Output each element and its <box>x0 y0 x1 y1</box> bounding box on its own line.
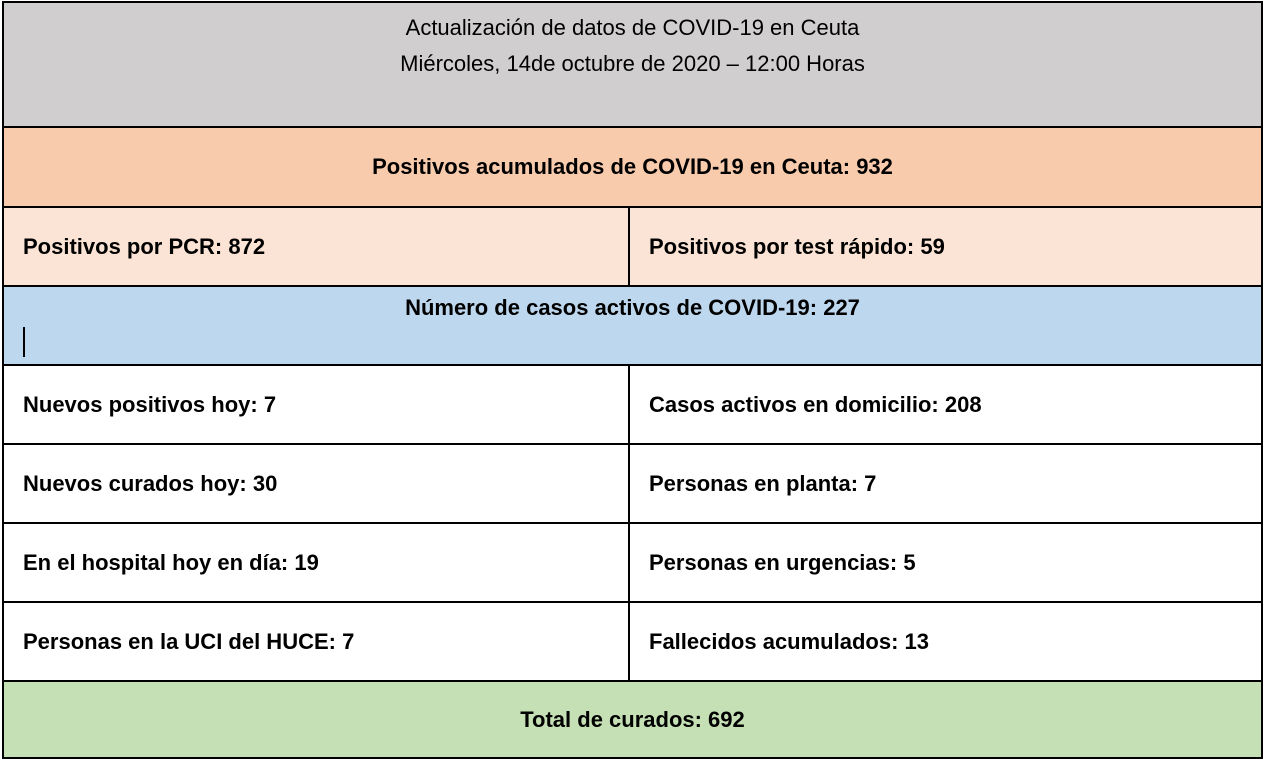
pcr-positives: Positivos por PCR: 872 <box>4 208 630 285</box>
emergency-patients: Personas en urgencias: 5 <box>649 549 916 575</box>
active-home-cases: Casos activos en domicilio: 208 <box>649 391 982 417</box>
table-row <box>4 603 1261 682</box>
table-row <box>4 524 1261 603</box>
new-positives-today: Nuevos positivos hoy: 7 <box>4 366 630 443</box>
icu-patients: Personas en la UCI del HUCE: 7 <box>4 603 630 680</box>
report-title: Actualización de datos de COVID-19 en Ceuta <box>405 15 860 40</box>
report-date: Miércoles, 14de octubre de 2020 – 12:00 Horas <box>400 51 865 76</box>
active-cases-row[interactable] <box>4 287 1261 366</box>
total-cured-row <box>4 682 1261 757</box>
header-row <box>4 3 1261 128</box>
ward-patients: Personas en planta: 7 <box>649 470 877 496</box>
text-cursor <box>23 327 25 357</box>
total-cured: Total de curados: 692 <box>520 706 745 732</box>
hospitalized-today: En el hospital hoy en día: 19 <box>4 524 630 601</box>
rapid-test-positives: Positivos por test rápido: 59 <box>649 233 945 259</box>
covid-data-table <box>2 1 1263 759</box>
new-cured-today: Nuevos curados hoy: 30 <box>4 445 630 522</box>
accumulated-deaths: Fallecidos acumulados: 13 <box>649 628 929 654</box>
accumulated-positives: Positivos acumulados de COVID-19 en Ceuta: 932 <box>372 154 893 179</box>
accumulated-positives-row <box>4 128 1261 208</box>
table-row <box>4 445 1261 524</box>
table-row <box>4 366 1261 445</box>
positives-breakdown-row <box>4 208 1261 287</box>
active-cases: Número de casos activos de COVID-19: 227 <box>405 295 860 320</box>
